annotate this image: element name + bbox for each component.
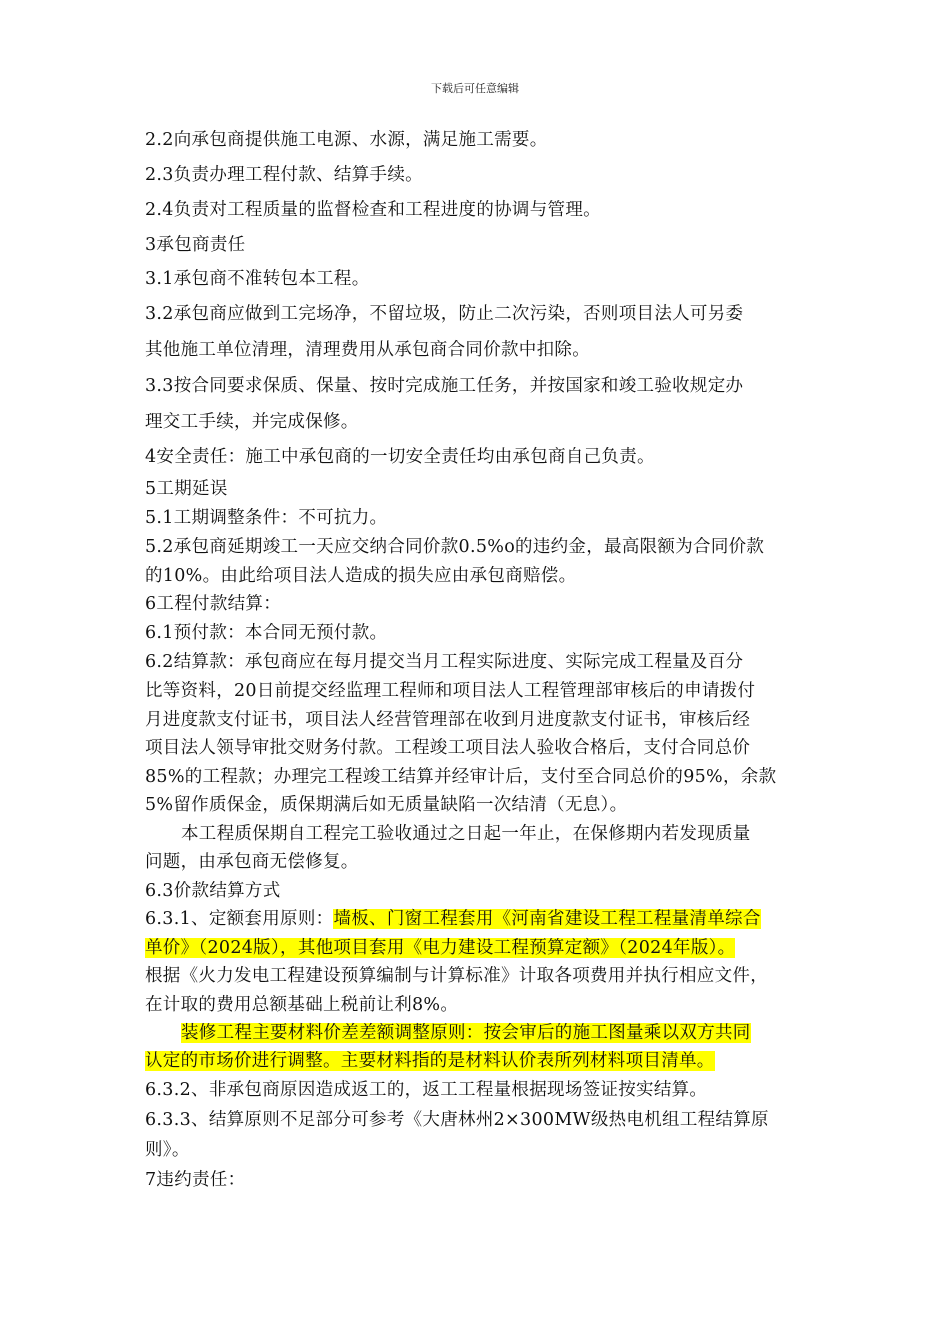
paragraph-line: 理交工手续，并完成保修。 bbox=[145, 412, 359, 432]
section-heading: 6.3价款结算方式 bbox=[145, 881, 281, 901]
paragraph-line: 85%的工程款；办理完工程竣工结算并经审计后，支付至合同总价的95%，余款 bbox=[145, 767, 777, 787]
paragraph-line bbox=[145, 934, 735, 959]
highlighted-text: 单价》（2024版），其他项目套用《电力建设工程预算定额》（2024年版）。 bbox=[145, 938, 736, 958]
paragraph-line bbox=[145, 1047, 715, 1072]
paragraph-line: 的10%。由此给项目法人造成的损失应由承包商赔偿。 bbox=[145, 566, 577, 586]
paragraph-line: 在计取的费用总额基础上税前让利8%。 bbox=[145, 995, 459, 1015]
paragraph-line: 月进度款支付证书，项目法人经营管理部在收到月进度款支付证书，审核后经 bbox=[145, 710, 751, 730]
paragraph-line: 问题，由承包商无偿修复。 bbox=[145, 852, 359, 872]
section-heading: 6工程付款结算： bbox=[145, 594, 282, 614]
paragraph-line: 根据《火力发电工程建设预算编制与计算标准》计取各项费用并执行相应文件， bbox=[145, 966, 768, 986]
paragraph-line: 其他施工单位清理，清理费用从承包商合同价款中扣除。 bbox=[145, 340, 590, 360]
section-heading: 3承包商责任 bbox=[145, 235, 246, 255]
highlighted-text: 装修工程主要材料价差差额调整原则：按会审后的施工图量乘以双方共同 bbox=[181, 1023, 751, 1043]
paragraph-line: 6.3.2、非承包商原因造成返工的，返工工程量根据现场签证按实结算。 bbox=[145, 1080, 708, 1100]
paragraph-line: 本工程质保期自工程完工验收通过之日起一年止，在保修期内若发现质量 bbox=[181, 824, 751, 844]
paragraph-line: 6.3.3、结算原则不足部分可参考《大唐林州2×300MW级热电机组工程结算原 bbox=[145, 1110, 769, 1130]
paragraph-line: 3.3按合同要求保质、保量、按时完成施工任务，并按国家和竣工验收规定办 bbox=[145, 376, 744, 396]
paragraph-line: 2.4负责对工程质量的监督检查和工程进度的协调与管理。 bbox=[145, 200, 601, 220]
paragraph-line: 5.2承包商延期竣工一天应交纳合同价款0.5%o的违约金，最高限额为合同价款 bbox=[145, 537, 765, 557]
paragraph-line: 项目法人领导审批交财务付款。工程竣工项目法人验收合格后，支付合同总价 bbox=[145, 738, 751, 758]
paragraph-line: 3.2承包商应做到工完场净，不留垃圾，防止二次污染，否则项目法人可另委 bbox=[145, 304, 744, 324]
paragraph-line: 4安全责任：施工中承包商的一切安全责任均由承包商自己负责。 bbox=[145, 447, 655, 467]
paragraph-line: 2.3负责办理工程付款、结算手续。 bbox=[145, 165, 423, 185]
paragraph-line: 比等资料，20日前提交经监理工程师和项目法人工程管理部审核后的申请拨付 bbox=[145, 681, 756, 701]
page-header: 下载后可任意编辑 bbox=[431, 82, 519, 95]
paragraph-line: 5%留作质保金，质保期满后如无质量缺陷一次结清（无息）。 bbox=[145, 795, 628, 815]
paragraph-line: 6.3.1、定额套用原则：墙板、门窗工程套用《河南省建设工程工程量清单综合 bbox=[145, 909, 761, 929]
section-heading: 5工期延误 bbox=[145, 479, 228, 499]
paragraph-line: 3.1承包商不准转包本工程。 bbox=[145, 269, 370, 289]
section-heading: 7违约责任： bbox=[145, 1170, 246, 1190]
paragraph-line: 6.1预付款：本合同无预付款。 bbox=[145, 623, 388, 643]
paragraph-line: 则》。 bbox=[145, 1140, 190, 1160]
paragraph-line bbox=[145, 1019, 751, 1044]
paragraph-line: 5.1工期调整条件：不可抗力。 bbox=[145, 508, 388, 528]
paragraph-line: 2.2向承包商提供施工电源、水源，满足施工需要。 bbox=[145, 130, 548, 150]
paragraph-line: 6.2结算款：承包商应在每月提交当月工程实际进度、实际完成工程量及百分 bbox=[145, 652, 744, 672]
highlighted-text: 墙板、门窗工程套用《河南省建设工程工程量清单综合 bbox=[333, 909, 761, 929]
highlighted-text: 认定的市场价进行调整。主要材料指的是材料认价表所列材料项目清单。 bbox=[145, 1051, 715, 1071]
